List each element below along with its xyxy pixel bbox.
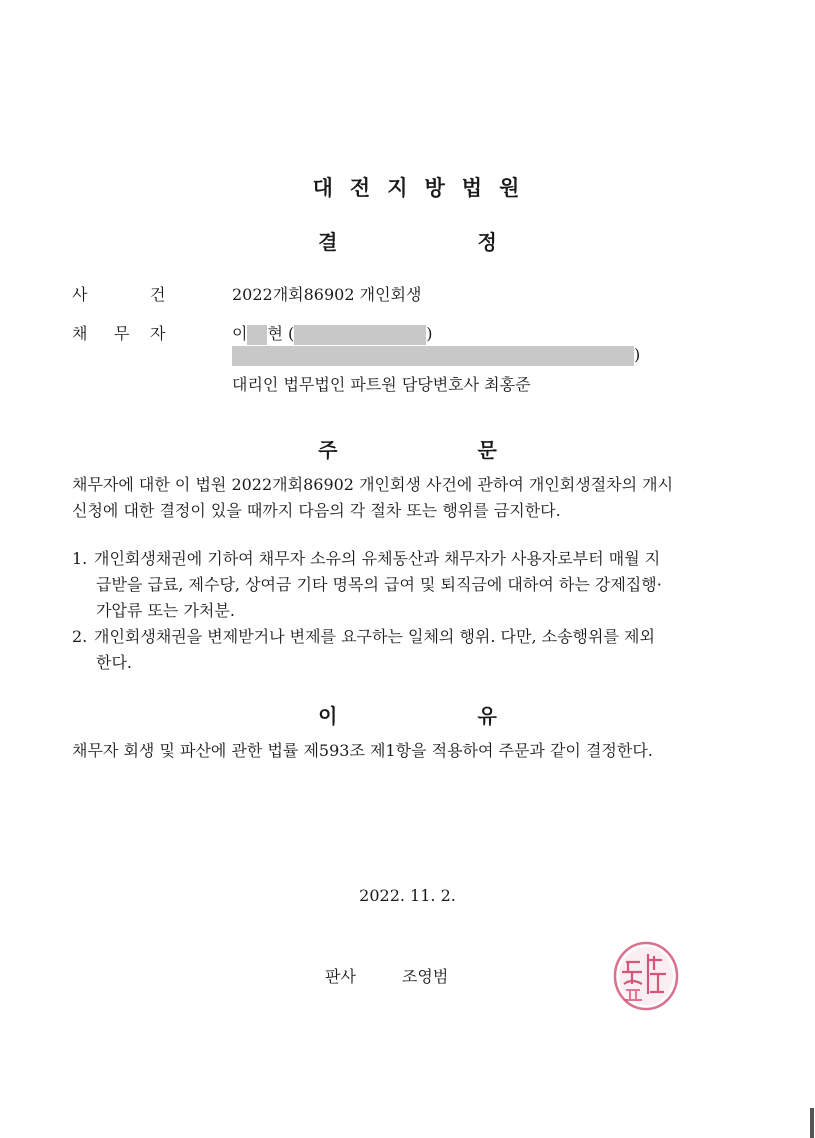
address-redaction (232, 346, 634, 366)
order-item-1: 1. 개인회생채권에 기하여 채무자 소유의 유체동산과 채무자가 사용자로부터 매월 지 급받을 급료, 제수당, 상여금 기타 명목의 급여 및 퇴직금에 대하여 하는 강제집행· 가압류 또는 가처분. (72, 549, 662, 620)
id-redaction (294, 325, 426, 345)
court-name: 대전지방법원 (312, 176, 537, 200)
debtor-label: 채 무 자 (72, 324, 166, 343)
order-intro-line-1: 채무자에 대한 이 법원 2022개회86902 개인회생 사건에 관하여 개인회생절차의 개시 (72, 475, 674, 494)
reason-text: 채무자 회생 및 파산에 관한 법률 제593조 제1항을 적용하여 주문과 같이 결정한다. (72, 741, 653, 760)
name-redaction (247, 325, 267, 345)
doc-type-right: 정 (477, 230, 497, 254)
document-type-heading (0, 226, 815, 255)
doc-type-left: 결 (318, 230, 338, 254)
decision-date: 2022. 11. 2. (359, 886, 456, 905)
case-label: 사 건 (72, 285, 166, 304)
case-number: 2022개회86902 개인회생 (232, 285, 422, 304)
order-intro-line-2: 신청에 대한 결정이 있을 때까지 다음의 각 절차 또는 행위를 금지한다. (72, 501, 561, 520)
judge-title: 판사 (325, 967, 356, 986)
judge-signature (325, 964, 448, 987)
page-scrollbar[interactable] (810, 1108, 814, 1138)
legal-agent: 대리인 법무법인 파트원 담당변호사 최홍준 (232, 375, 531, 394)
debtor-address: ) (232, 345, 640, 366)
reason-heading: 이 유 (318, 704, 497, 728)
judge-name: 조영범 (401, 967, 449, 986)
order-heading: 주 문 (318, 438, 497, 462)
debtor-name: 이 현 ( ) (232, 324, 433, 343)
order-item-2: 2. 개인회생채권을 변제받거나 변제를 요구하는 일체의 행위. 다만, 소송행위를 제외 한다. (72, 627, 655, 672)
judge-seal-stamp (612, 940, 680, 1012)
